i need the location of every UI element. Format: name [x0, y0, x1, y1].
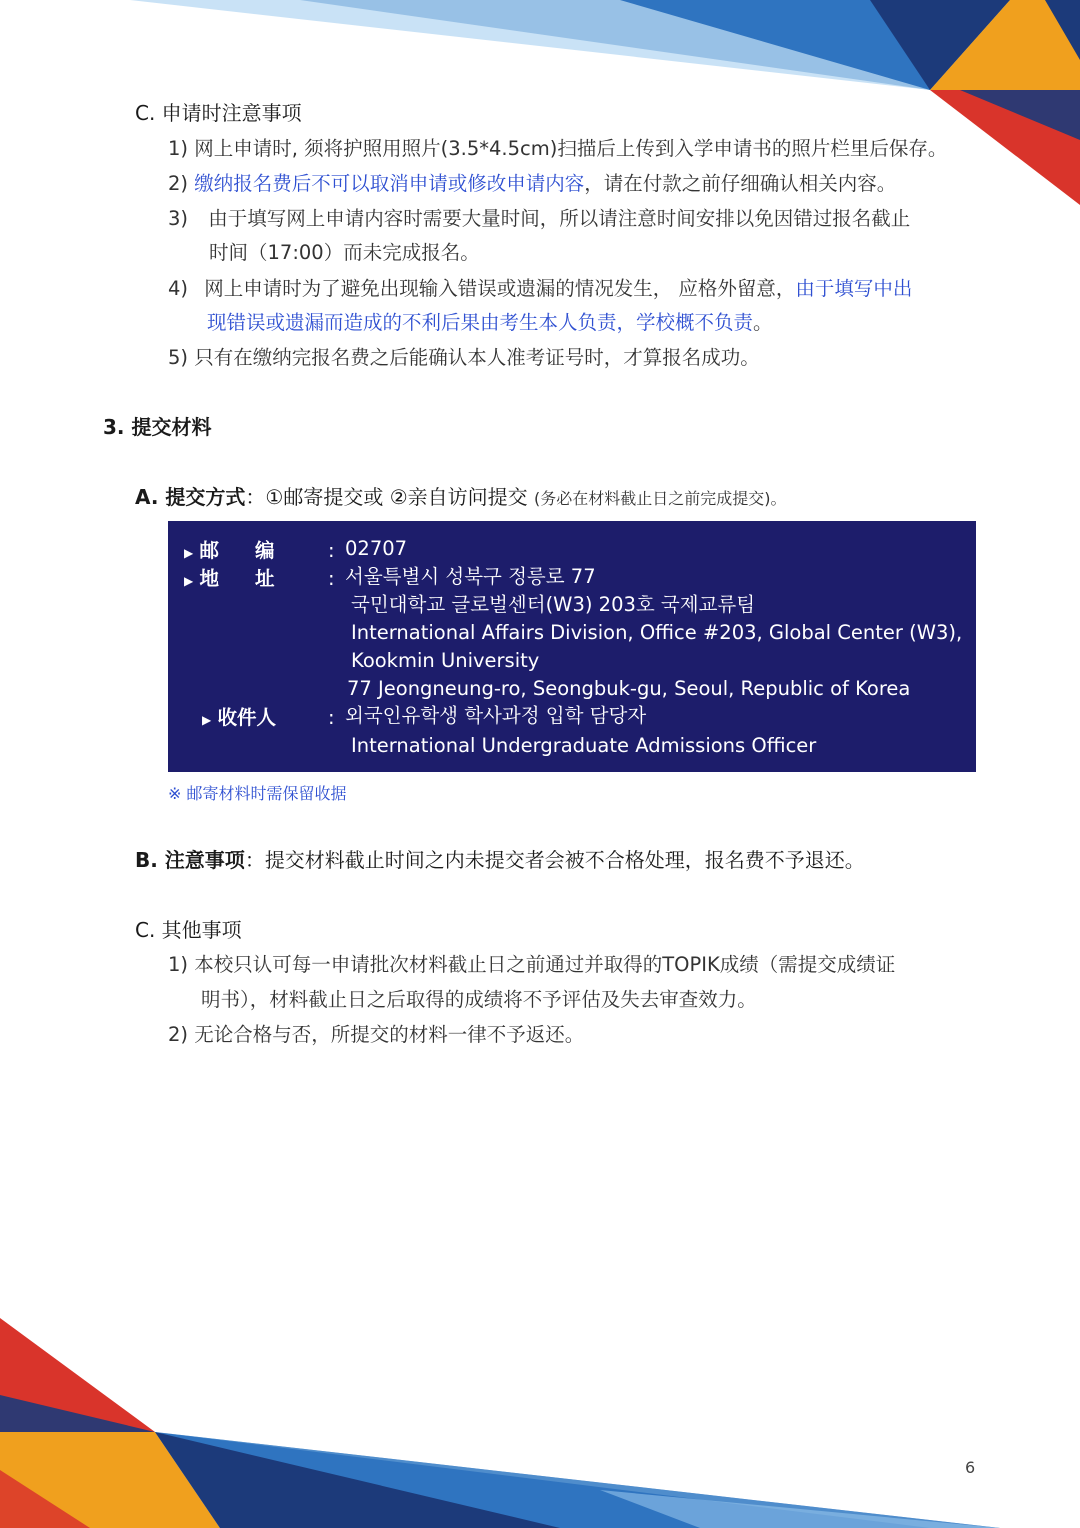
other-item-2 — [168, 1025, 584, 1045]
other-item-1 — [168, 955, 895, 975]
recipient-line-2: International Undergraduate Admissions Officer — [351, 734, 817, 757]
item-number: 5) — [168, 346, 189, 369]
item-text: 网上申请时为了避免出现输入错误或遗漏的情况发生， 应格外留意， — [204, 277, 796, 300]
item-text: ，请在付款之前仔细确认相关内容。 — [584, 172, 897, 195]
item-text-highlight: 由于填写中出 — [795, 277, 913, 300]
address-row — [184, 569, 274, 589]
submission-method — [135, 487, 787, 507]
triangle-bullet-icon: ▶ — [202, 713, 212, 727]
list-item-4 — [168, 279, 912, 299]
separator: ： — [244, 848, 265, 872]
item-number: 3) — [168, 207, 189, 230]
section-3-heading: 3. 提交材料 — [103, 415, 212, 439]
list-item-5 — [168, 348, 760, 368]
precautions — [135, 850, 865, 870]
list-item-3 — [168, 209, 910, 229]
item-text-highlight: 缴纳报名费后不可以取消申请或修改申请内容 — [194, 172, 585, 195]
address-line-2: 국민대학교 글로벌센터(W3) 203호 국제교류팀 — [351, 593, 756, 616]
triangle-bullet-icon: ▶ — [184, 574, 194, 588]
recipient-label: 收件人 — [217, 706, 276, 729]
list-item-4-cont — [207, 313, 773, 333]
item-number: 4) — [168, 277, 189, 300]
item-number: 2) — [168, 172, 189, 195]
section-c-heading: C. 申请时注意事项 — [135, 101, 302, 125]
item-text: 只有在缴纳完报名费之后能确认本人准考证号时，才算报名成功。 — [194, 346, 760, 369]
address-label: 地 址 — [199, 567, 275, 590]
item-text: 本校只认可每一申请批次材料截止日之前通过并取得的TOPIK成绩（需提交成绩证 — [194, 953, 896, 976]
other-item-1-cont: 明书），材料截止日之后取得的成绩将不予评估及失去审查效力。 — [201, 988, 757, 1011]
submission-method-label: A. 提交方式 — [135, 485, 246, 509]
separator: ： — [245, 485, 266, 509]
triangle-bullet-icon: ▶ — [184, 546, 194, 560]
recipient-colon: : — [328, 706, 335, 729]
zip-value: 02707 — [345, 537, 408, 560]
list-item-3-cont: 时间（17:00）而未完成报名。 — [209, 241, 480, 264]
submission-method-note: (务必在材料截止日之前完成提交)。 — [534, 489, 787, 508]
zip-label: 邮 编 — [199, 539, 275, 562]
address-line-1: 서울특별시 성북구 정릉로 77 — [345, 565, 596, 588]
recipient-line-1: 외국인유학생 학사과정 입학 담당자 — [345, 704, 647, 727]
item-text: 。 — [753, 311, 773, 334]
zip-colon: : — [328, 539, 335, 562]
item-number: 1) — [168, 137, 189, 160]
list-item-2 — [168, 174, 896, 194]
recipient-row — [202, 708, 276, 728]
item-number: 2) — [168, 1023, 189, 1046]
item-text: 网上申请时, 须将护照用照片(3.5*4.5cm)扫描后上传到入学申请书的照片栏里后保存。 — [194, 137, 948, 160]
address-line-4: Kookmin University — [351, 649, 540, 672]
address-box — [168, 521, 976, 772]
address-colon: : — [328, 567, 335, 590]
address-line-5: 77 Jeongneung-ro, Seongbuk-gu, Seoul, Republic of Korea — [347, 677, 911, 700]
item-text: 无论合格与否，所提交的材料一律不予返还。 — [194, 1023, 585, 1046]
precautions-text: 提交材料截止时间之内未提交者会被不合格处理，报名费不予退还。 — [264, 848, 865, 872]
item-text: 由于填写网上申请内容时需要大量时间，所以请注意时间安排以免因错过报名截止 — [208, 207, 911, 230]
other-matters-heading: C. 其他事项 — [135, 918, 242, 942]
address-line-3: International Affairs Division, Office #203, Global Center (W3), — [351, 621, 963, 644]
precautions-label: B. 注意事项 — [135, 848, 245, 872]
submission-method-text: ①邮寄提交或 ②亲自访问提交 — [265, 485, 528, 509]
zip-row — [184, 541, 274, 561]
list-item-1 — [168, 139, 947, 159]
item-number: 1) — [168, 953, 189, 976]
mail-receipt-note: ※ 邮寄材料时需保留收据 — [168, 784, 347, 803]
item-text-highlight: 现错误或遗漏而造成的不利后果由考生本人负责，学校概不负责 — [207, 311, 754, 334]
page-number: 6 — [965, 1458, 976, 1477]
